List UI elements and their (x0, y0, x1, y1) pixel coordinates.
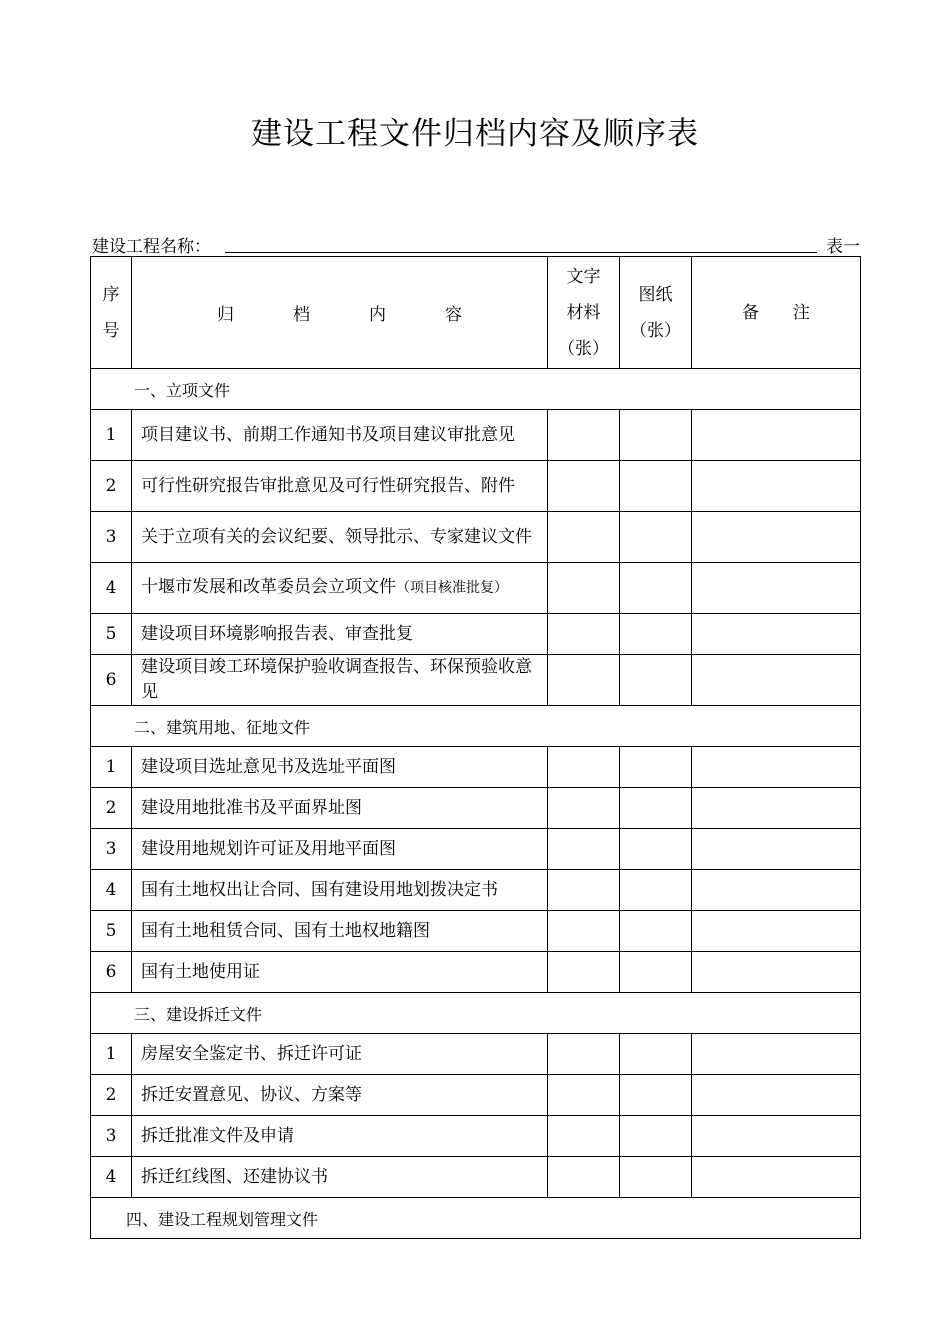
drawings-cell[interactable] (620, 747, 692, 788)
row-number: 4 (91, 870, 132, 911)
row-content (132, 512, 548, 563)
form-number: 表一 (826, 237, 860, 257)
row-number: 6 (91, 655, 132, 706)
section-title: 四、建设工程规划管理文件 (91, 1198, 861, 1239)
text-material-cell[interactable] (548, 1034, 620, 1075)
row-content-text: 关于立项有关的会议纪要、领导批示、专家建议文件 (141, 526, 532, 547)
remarks-cell[interactable] (692, 870, 861, 911)
row-number: 4 (91, 563, 132, 614)
remarks-cell[interactable] (692, 1075, 861, 1116)
row-content-text: 可行性研究报告审批意见及可行性研究报告、附件 (141, 475, 515, 496)
row-number: 5 (91, 911, 132, 952)
text-material-cell[interactable] (548, 952, 620, 993)
header-content: 归 档 内 容 (132, 257, 548, 369)
table-row (91, 614, 861, 655)
row-content (132, 655, 548, 706)
table-row (91, 655, 861, 706)
text-material-cell[interactable] (548, 747, 620, 788)
header-text-material: 文字 材料 （张） (548, 257, 620, 369)
row-content-text: 国有土地租赁合同、国有土地权地籍图 (141, 920, 430, 941)
remarks-cell[interactable] (692, 788, 861, 829)
header-drawings: 图纸 （张） (620, 257, 692, 369)
row-content (132, 870, 548, 911)
row-content (132, 829, 548, 870)
row-content (132, 788, 548, 829)
row-content (132, 461, 548, 512)
row-content (132, 1034, 548, 1075)
page-title: 建设工程文件归档内容及顺序表 (251, 116, 699, 152)
drawings-cell[interactable] (620, 614, 692, 655)
row-number: 3 (91, 512, 132, 563)
drawings-cell[interactable] (620, 1116, 692, 1157)
table-row (91, 952, 861, 993)
remarks-cell[interactable] (692, 952, 861, 993)
text-material-cell[interactable] (548, 1075, 620, 1116)
drawings-cell[interactable] (620, 911, 692, 952)
project-name-field (225, 252, 817, 253)
row-number: 1 (91, 1034, 132, 1075)
remarks-cell[interactable] (692, 461, 861, 512)
row-content (132, 563, 548, 614)
drawings-cell[interactable] (620, 512, 692, 563)
header-remarks: 备 注 (692, 257, 861, 369)
row-content-text: 房屋安全鉴定书、拆迁许可证 (141, 1043, 362, 1064)
row-content-text: 拆迁批准文件及申请 (141, 1125, 294, 1146)
drawings-cell[interactable] (620, 1157, 692, 1198)
remarks-cell[interactable] (692, 911, 861, 952)
drawings-cell[interactable] (620, 952, 692, 993)
row-content (132, 911, 548, 952)
table-row (91, 870, 861, 911)
remarks-cell[interactable] (692, 747, 861, 788)
section-row (91, 993, 861, 1034)
drawings-cell[interactable] (620, 461, 692, 512)
row-content (132, 1075, 548, 1116)
section-title: 一、立项文件 (91, 369, 861, 410)
text-material-cell[interactable] (548, 461, 620, 512)
row-content-text: 建设用地规划许可证及用地平面图 (141, 838, 396, 859)
drawings-cell[interactable] (620, 829, 692, 870)
row-number: 2 (91, 788, 132, 829)
remarks-cell[interactable] (692, 1157, 861, 1198)
row-content-text: 国有土地使用证 (141, 961, 260, 982)
table-row (91, 1034, 861, 1075)
table-row (91, 911, 861, 952)
row-number: 6 (91, 952, 132, 993)
header-row (91, 257, 861, 369)
table-row (91, 1075, 861, 1116)
remarks-cell[interactable] (692, 512, 861, 563)
row-number: 4 (91, 1157, 132, 1198)
section-row (91, 369, 861, 410)
row-number: 1 (91, 410, 132, 461)
row-content-text: 十堰市发展和改革委员会立项文件 (141, 577, 396, 597)
row-number: 1 (91, 747, 132, 788)
drawings-cell[interactable] (620, 655, 692, 706)
drawings-cell[interactable] (620, 1075, 692, 1116)
drawings-cell[interactable] (620, 563, 692, 614)
row-content (132, 410, 548, 461)
row-content-text: 项目建议书、前期工作通知书及项目建议审批意见 (141, 424, 515, 445)
row-content (132, 1116, 548, 1157)
table-row (91, 747, 861, 788)
header-seq: 序 号 (91, 257, 132, 369)
section-title: 三、建设拆迁文件 (91, 993, 861, 1034)
text-material-cell[interactable] (548, 410, 620, 461)
row-content-text: 建设用地批准书及平面界址图 (141, 797, 362, 818)
row-number: 2 (91, 1075, 132, 1116)
row-content (132, 952, 548, 993)
drawings-cell[interactable] (620, 788, 692, 829)
text-material-cell[interactable] (548, 1157, 620, 1198)
row-content-text: 建设项目竣工环境保护验收调查报告、环保预验收意见 (141, 657, 532, 702)
table-row (91, 563, 861, 614)
section-row (91, 1198, 861, 1239)
section-row (91, 706, 861, 747)
row-number: 3 (91, 829, 132, 870)
text-material-cell[interactable] (548, 563, 620, 614)
table-row (91, 829, 861, 870)
table-row (91, 512, 861, 563)
remarks-cell[interactable] (692, 614, 861, 655)
drawings-cell[interactable] (620, 1034, 692, 1075)
table-row (91, 1157, 861, 1198)
row-number: 2 (91, 461, 132, 512)
remarks-cell[interactable] (692, 563, 861, 614)
row-content (132, 614, 548, 655)
row-content-note: （项目核准批复） (396, 580, 508, 596)
remarks-cell[interactable] (692, 655, 861, 706)
row-content-text: 拆迁安置意见、协议、方案等 (141, 1084, 362, 1105)
text-material-cell[interactable] (548, 788, 620, 829)
remarks-cell[interactable] (692, 410, 861, 461)
remarks-cell[interactable] (692, 1034, 861, 1075)
text-material-cell[interactable] (548, 1116, 620, 1157)
text-material-cell[interactable] (548, 512, 620, 563)
table-row (91, 1116, 861, 1157)
drawings-cell[interactable] (620, 410, 692, 461)
archive-table (90, 256, 861, 1239)
row-number: 3 (91, 1116, 132, 1157)
text-material-cell[interactable] (548, 614, 620, 655)
table-row (91, 461, 861, 512)
text-material-cell[interactable] (548, 870, 620, 911)
text-material-cell[interactable] (548, 911, 620, 952)
remarks-cell[interactable] (692, 1116, 861, 1157)
row-number: 5 (91, 614, 132, 655)
drawings-cell[interactable] (620, 870, 692, 911)
text-material-cell[interactable] (548, 655, 620, 706)
section-title: 二、建筑用地、征地文件 (91, 706, 861, 747)
row-content-text: 建设项目选址意见书及选址平面图 (141, 756, 396, 777)
row-content-text: 拆迁红线图、还建协议书 (141, 1166, 328, 1187)
row-content (132, 747, 548, 788)
remarks-cell[interactable] (692, 829, 861, 870)
project-name-line (92, 232, 860, 256)
project-name-label: 建设工程名称： (92, 237, 211, 257)
row-content-text: 建设项目环境影响报告表、审查批复 (141, 623, 413, 644)
row-content-text: 国有土地权出让合同、国有建设用地划拨决定书 (141, 879, 498, 900)
text-material-cell[interactable] (548, 829, 620, 870)
table-row (91, 410, 861, 461)
table-row (91, 788, 861, 829)
row-content (132, 1157, 548, 1198)
